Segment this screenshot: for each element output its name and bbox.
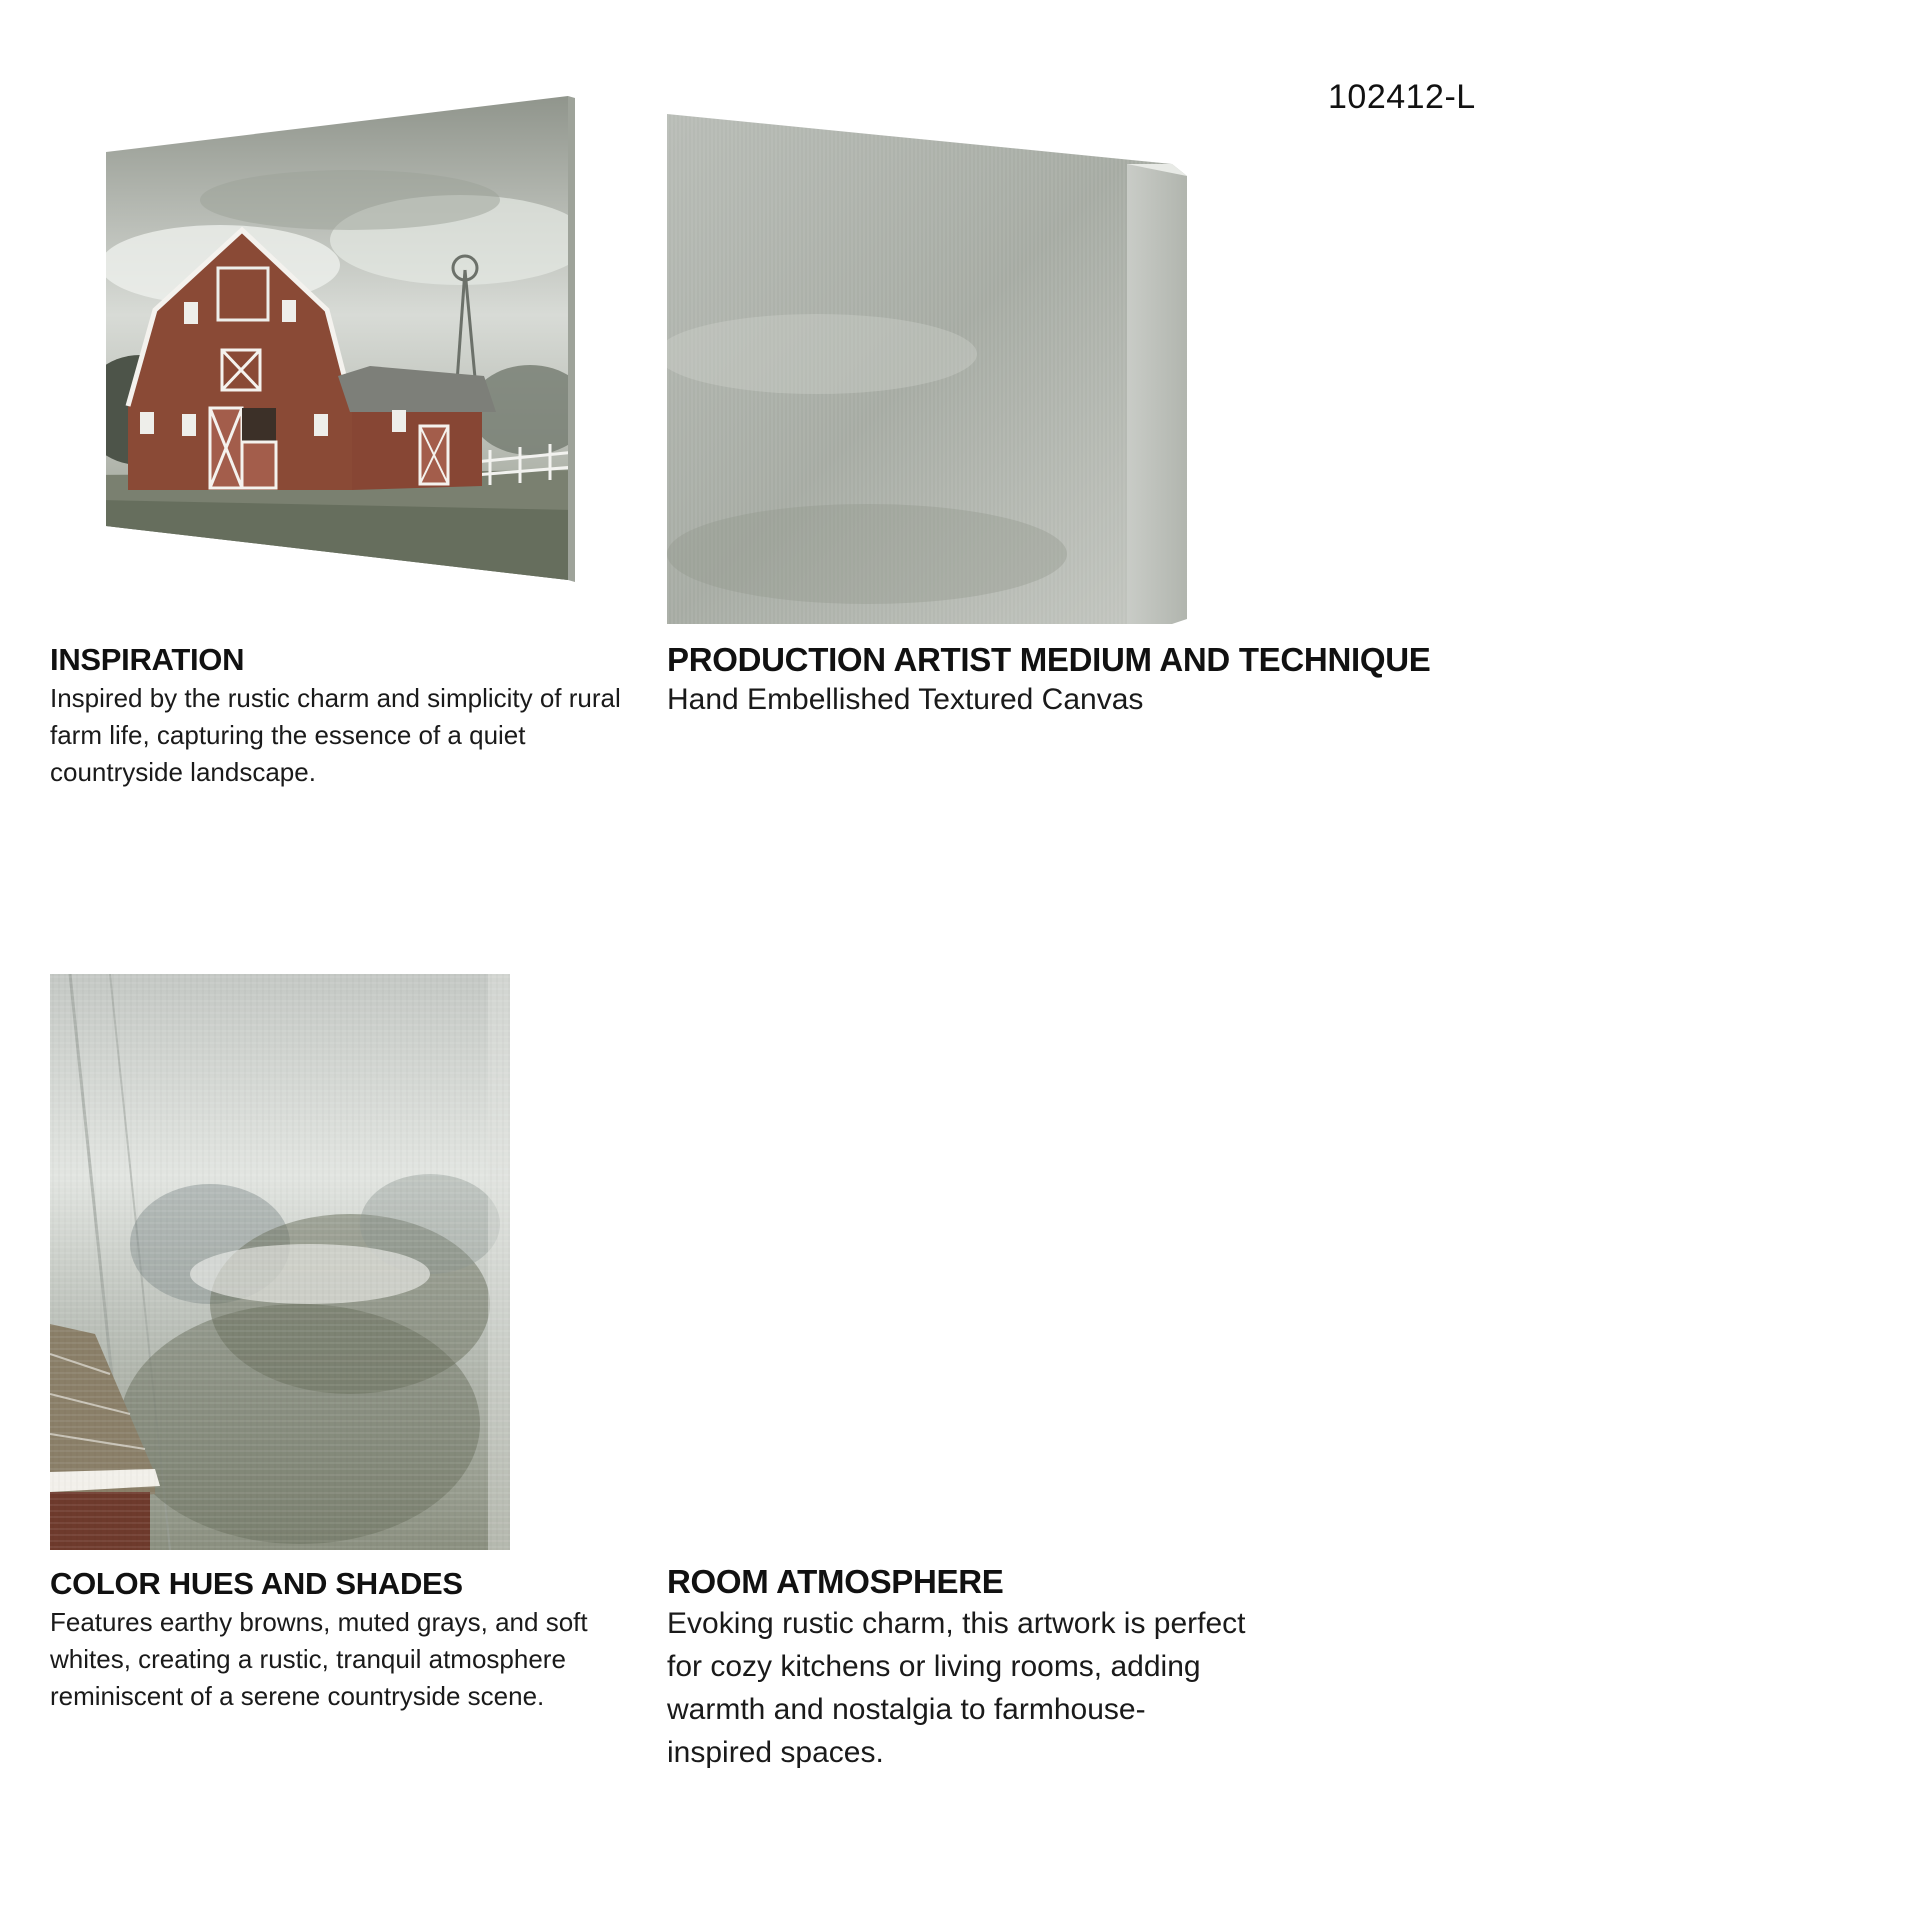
barn-canvas-image — [100, 90, 575, 590]
inspiration-section — [50, 640, 650, 791]
room-heading: ROOM ATMOSPHERE — [667, 1563, 1004, 1600]
color-section — [50, 1564, 650, 1715]
color-heading: COLOR HUES AND SHADES — [50, 1566, 463, 1601]
inspiration-body: Inspired by the rustic charm and simplicity of rural farm life, capturing the essence of a quiet countryside landscape. — [50, 683, 621, 787]
production-heading: PRODUCTION ARTIST MEDIUM AND TECHNIQUE — [667, 641, 1431, 678]
room-section — [667, 1562, 1247, 1774]
painting-detail-image — [50, 974, 510, 1550]
color-body: Features earthy browns, muted grays, and soft whites, creating a rustic, tranquil atmosphere reminiscent of a serene countryside scene. — [50, 1607, 588, 1711]
canvas-edge-image — [667, 114, 1187, 624]
production-body: Hand Embellished Textured Canvas — [667, 683, 1144, 716]
production-section — [667, 640, 1567, 720]
room-body: Evoking rustic charm, this artwork is perfect for cozy kitchens or living rooms, adding warmth and nostalgia to farmhouse-inspired spaces. — [667, 1607, 1246, 1769]
product-sku: 102412-L — [1328, 78, 1476, 116]
inspiration-heading: INSPIRATION — [50, 642, 245, 677]
